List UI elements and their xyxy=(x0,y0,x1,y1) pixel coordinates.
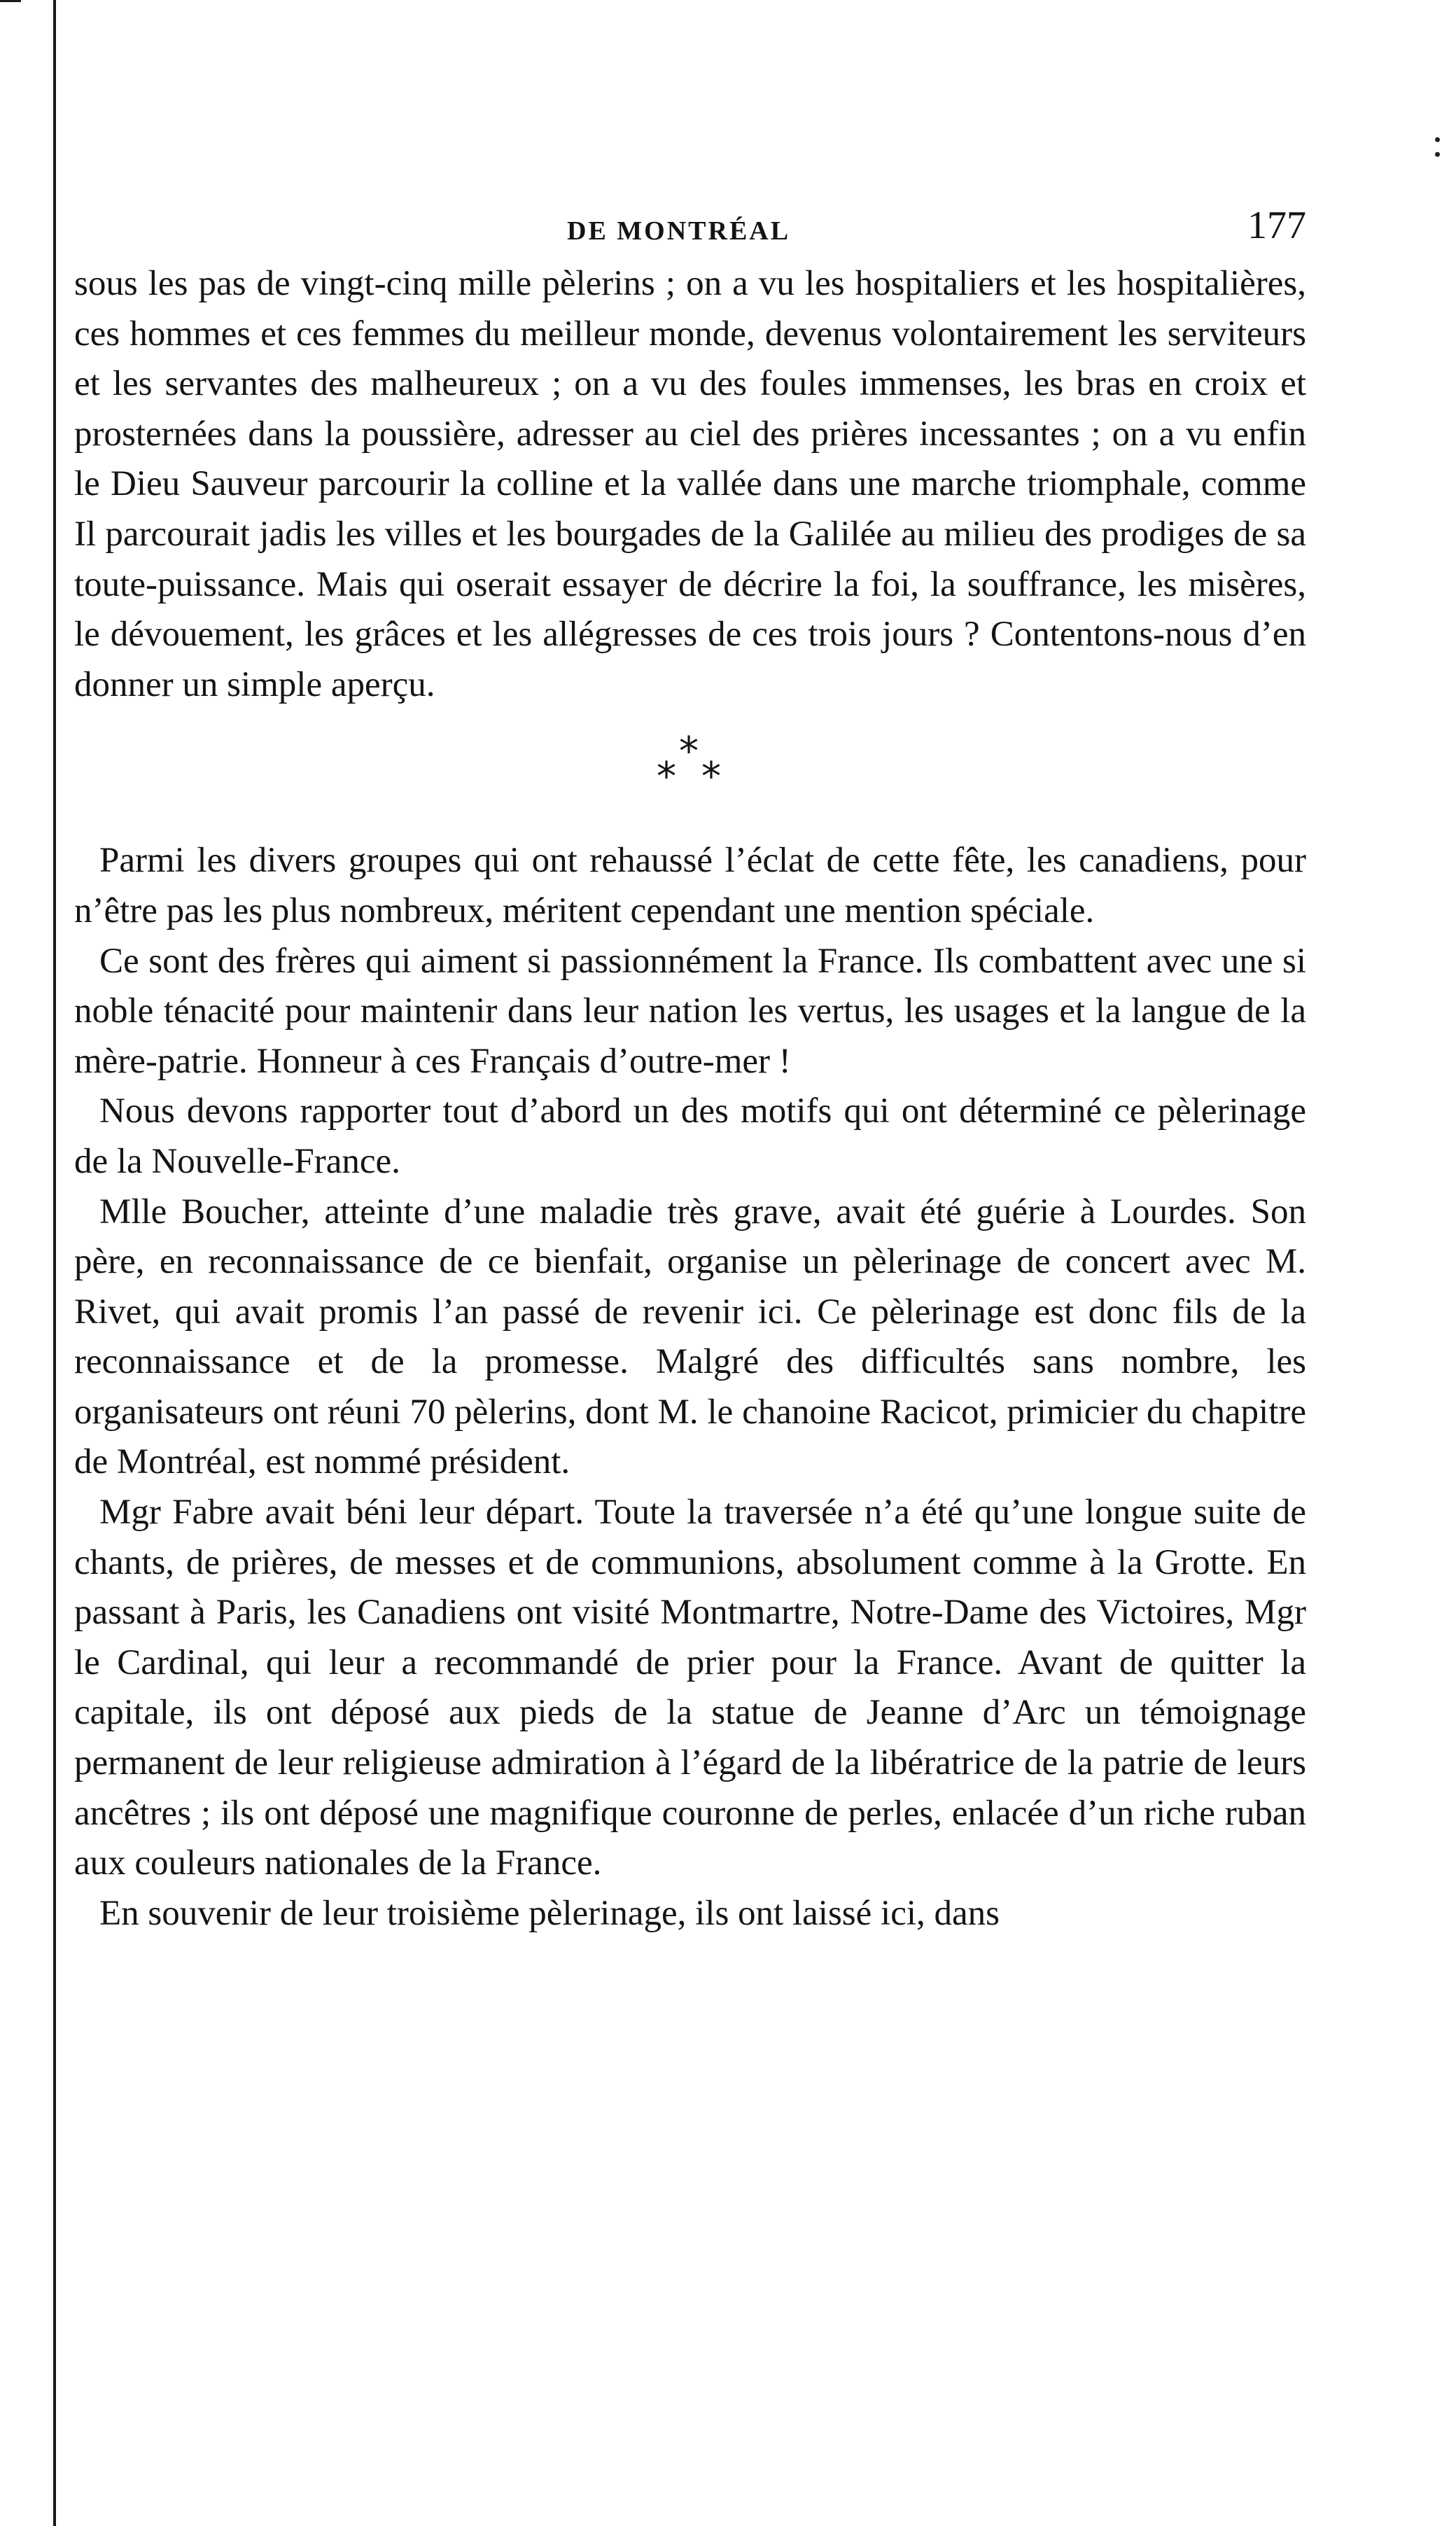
book-page xyxy=(74,203,1306,1939)
section-separator xyxy=(74,710,1306,836)
margin-dot xyxy=(1435,152,1440,157)
asterism-star: * xyxy=(679,729,699,775)
paragraph-1: sous les pas de vingt-cinq mille pèlerins ; on a vu les hospitaliers et les hospitalières, ces hommes et ces femmes du meilleur monde, devenus volontairement les serviteurs et les servantes des malheureux ; on a vu des foules immenses, les bras en croix et prosternées dans la poussière, adresser au ciel des prières incessantes ; on a vu enfin le Dieu Sauveur parcourir la colline et la vallée dans une marche triomphale, comme Il parcourait jadis les villes et les bourgades de la Galilée au milieu des prodiges de sa toute-puissance. Mais qui oserait essayer de décrire la foi, la souffrance, les misères, le dévouement, les grâces et les allégresses de ces trois jours ? Contentons-nous d’en donner un simple aperçu. xyxy=(74,264,1306,704)
asterism-star: * xyxy=(657,754,676,800)
paragraph-4: Nous devons rapporter tout d’abord un des motifs qui ont déterminé ce pèlerinage de la Nouvelle-France. xyxy=(74,1091,1306,1181)
paragraph-7: En souvenir de leur troisième pèlerinage, ils ont laissé ici, dans xyxy=(99,1893,1000,1933)
left-margin-rule xyxy=(53,0,56,2526)
scan-edge-mark xyxy=(0,0,21,9)
asterism-star: * xyxy=(701,754,721,800)
asterism xyxy=(648,728,732,805)
paragraph-5: Mlle Boucher, atteinte d’une maladie très grave, avait été guérie à Lourdes. Son père, en reconnaissance de ce bienfait, organise un pèlerinage de concert avec M. Rivet, qui avait promis l’an passé de revenir ici. Ce pèlerinage est donc fils de la reconnaissance et de la promesse. Malgré des difficultés sans nombre, les organisateurs ont réuni 70 pèlerins, dont M. le chanoine Racicot, primicier du chapitre de Montréal, est nommé président. xyxy=(74,1192,1306,1482)
paragraph-3: Ce sont des frères qui aiment si passionnément la France. Ils combattent avec une si noble ténacité pour maintenir dans leur nation les vertus, les usages et la langue de la mère-patrie. Honneur à ces Français d’outre-mer ! xyxy=(74,941,1306,1081)
running-head xyxy=(74,203,1306,259)
paragraph-2: Parmi les divers groupes qui ont rehaussé l’éclat de cette fête, les canadiens, pour n’être pas les plus nombreux, méritent cependant une mention spéciale. xyxy=(74,841,1306,930)
paragraph-6: Mgr Fabre avait béni leur départ. Toute la traversée n’a été qu’une longue suite de chants, de prières, de messes et de communions, absolument comme à la Grotte. En passant à Paris, les Canadiens ont visité Montmartre, Notre-Dame des Victoires, Mgr le Cardinal, qui leur a recommandé de prier pour la France. Avant de quitter la capitale, ils ont déposé aux pieds de la statue de Jeanne d’Arc un témoignage permanent de leur religieuse admiration à l’égard de la libératrice de la patrie de leurs ancêtres ; ils ont déposé une magnifique couronne de perles, enlacée d’un riche ruban aux couleurs nationales de la France. xyxy=(74,1493,1306,1883)
page-number: 177 xyxy=(1247,204,1306,247)
margin-dot xyxy=(1435,137,1440,142)
margin-marks xyxy=(1435,137,1441,165)
running-title: DE MONTRÉAL xyxy=(567,216,791,246)
